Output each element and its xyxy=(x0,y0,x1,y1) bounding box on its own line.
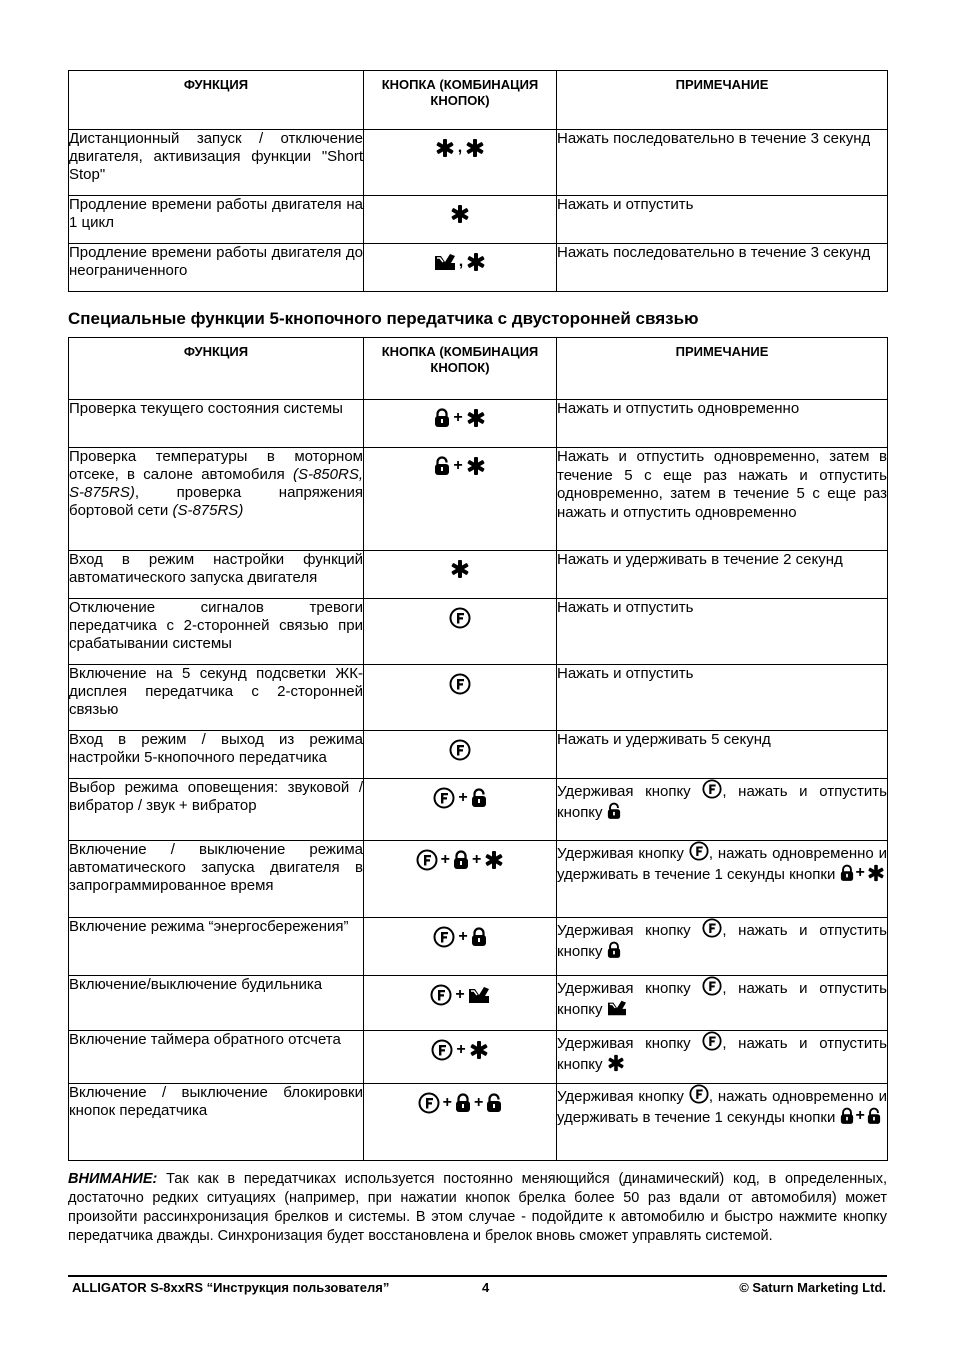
table-row xyxy=(69,665,888,731)
button-cell xyxy=(364,400,557,448)
button-cell xyxy=(364,841,557,918)
f-button-icon xyxy=(689,841,709,861)
trunk-car-button-icon xyxy=(607,999,627,1017)
open-lock-button-icon xyxy=(486,1093,502,1113)
table-row xyxy=(69,1084,888,1161)
closed-lock-button-icon xyxy=(471,927,487,947)
function-text: Проверка температуры в моторном отсеке, в салоне автомобиля xyxy=(69,448,363,483)
closed-lock-button-icon xyxy=(840,864,854,882)
note-text: Удерживая кнопку xyxy=(557,1088,689,1105)
note-text: Удерживая кнопку xyxy=(557,980,703,997)
plus-sign: + xyxy=(440,851,450,868)
button-cell xyxy=(364,918,557,976)
table-row xyxy=(69,1031,888,1084)
asterisk-button-icon xyxy=(867,864,885,882)
table-row xyxy=(69,599,888,665)
note-cell: Нажать и удерживать в течение 2 секунд xyxy=(557,551,888,599)
asterisk-button-icon xyxy=(469,1040,489,1060)
function-cell: Вход в режим настройки функций автоматического запуска двигателя xyxy=(69,551,364,599)
header-note: ПРИМЕЧАНИЕ xyxy=(557,338,888,400)
trunk-car-button-icon xyxy=(434,252,456,272)
note-text: , нажать одновременно и удерживать в течение 1 секунды кнопки xyxy=(557,845,888,883)
warning-label: ВНИМАНИЕ: xyxy=(68,1171,158,1187)
section-heading: Специальные функции 5-кнопочного передатчика с двусторонней связью xyxy=(68,309,699,328)
asterisk-button-icon xyxy=(435,138,455,158)
function-cell: Продление времени работы двигателя до неограниченного xyxy=(69,244,364,292)
model-list: (S-875RS) xyxy=(172,502,244,519)
function-cell xyxy=(69,448,364,551)
plus-sign: + xyxy=(458,789,468,806)
function-cell: Дистанционный запуск / отключение двигателя, активизация функции "Short Stop" xyxy=(69,130,364,196)
table-row xyxy=(69,400,888,448)
f-button-icon xyxy=(449,739,471,761)
closed-lock-button-icon xyxy=(434,408,450,428)
open-lock-button-icon xyxy=(434,456,450,476)
f-button-icon xyxy=(433,926,455,948)
note-cell xyxy=(557,918,888,976)
button-cell xyxy=(364,130,557,196)
comma-separator: , xyxy=(457,139,463,156)
closed-lock-button-icon xyxy=(455,1093,471,1113)
plus-sign: + xyxy=(456,1041,466,1058)
f-button-icon xyxy=(702,779,722,799)
button-cell xyxy=(364,448,557,551)
f-button-icon xyxy=(702,976,722,996)
plus-sign: + xyxy=(474,1094,484,1111)
function-text: , проверка напряжения бортовой сети xyxy=(69,484,363,519)
f-button-icon xyxy=(430,984,452,1006)
model-list: (S-850RS, S-875RS) xyxy=(69,466,363,501)
header-button: КНОПКА (КОМБИНАЦИЯ КНОПОК) xyxy=(364,338,557,400)
button-cell xyxy=(364,551,557,599)
button-cell xyxy=(364,599,557,665)
plus-sign: + xyxy=(458,928,468,945)
asterisk-button-icon xyxy=(450,204,470,224)
header-button: КНОПКА (КОМБИНАЦИЯ КНОПОК) xyxy=(364,71,557,130)
closed-lock-button-icon xyxy=(840,1107,854,1125)
warning-text: Так как в передатчиках используется постоянно меняющийся (динамический) код, в определенных, достаточно редких ситуациях (например, при нажатии кнопок брелка более 50 раз вдали от автомобиля) может произойти рассинхронизация брелков и системы. В этом случае - подойдите к автомобилю и быстро нажмите кнопку передатчика дважды. Синхронизация будет восстановлена и брелок вновь сможет управлять системой. xyxy=(68,1171,887,1244)
header-function: ФУНКЦИЯ xyxy=(69,338,364,400)
note-cell xyxy=(557,779,888,841)
table-header-row xyxy=(69,71,888,130)
f-button-icon xyxy=(702,918,722,938)
f-button-icon xyxy=(431,1039,453,1061)
plus-sign: + xyxy=(855,863,865,881)
note-cell xyxy=(557,1084,888,1161)
table-row xyxy=(69,551,888,599)
closed-lock-button-icon xyxy=(453,850,469,870)
open-lock-button-icon xyxy=(867,1107,881,1125)
note-cell: Нажать и отпустить одновременно xyxy=(557,400,888,448)
note-cell xyxy=(557,976,888,1031)
note-text: , нажать и отпустить кнопку xyxy=(557,980,887,1018)
note-cell: Нажать последовательно в течение 3 секунд xyxy=(557,244,888,292)
trunk-car-button-icon xyxy=(468,985,490,1005)
f-button-icon xyxy=(449,607,471,629)
note-text: , нажать и отпустить кнопку xyxy=(557,922,887,960)
note-text: Удерживая кнопку xyxy=(557,922,703,939)
function-cell: Продление времени работы двигателя на 1 цикл xyxy=(69,196,364,244)
button-cell xyxy=(364,1084,557,1161)
asterisk-button-icon xyxy=(466,408,486,428)
table-row xyxy=(69,841,888,918)
table-row xyxy=(69,731,888,779)
function-cell: Включение режима “энергосбережения” xyxy=(69,918,364,976)
plus-sign: + xyxy=(472,851,482,868)
header-function: ФУНКЦИЯ xyxy=(69,71,364,130)
note-text: , нажать и отпустить кнопку xyxy=(557,1035,887,1073)
function-cell: Включение на 5 секунд подсветки ЖК-дисплея передатчика с 2-сторонней связью xyxy=(69,665,364,731)
table-row xyxy=(69,448,888,551)
plus-sign: + xyxy=(442,1094,452,1111)
plus-sign: + xyxy=(453,457,463,474)
functions-table-1 xyxy=(68,70,888,292)
note-cell: Нажать и удерживать 5 секунд xyxy=(557,731,888,779)
button-cell xyxy=(364,244,557,292)
f-button-icon xyxy=(418,1092,440,1114)
function-cell: Включение / выключение режима автоматического запуска двигателя в запрограммированное время xyxy=(69,841,364,918)
note-text: Удерживая кнопку xyxy=(557,845,689,862)
open-lock-button-icon xyxy=(471,788,487,808)
asterisk-button-icon xyxy=(466,456,486,476)
table-row xyxy=(69,918,888,976)
note-cell xyxy=(557,1031,888,1084)
asterisk-button-icon xyxy=(466,252,486,272)
note-cell: Нажать последовательно в течение 3 секунд xyxy=(557,130,888,196)
note-cell: Нажать и отпустить xyxy=(557,665,888,731)
note-text: , нажать одновременно и удерживать в течение 1 секунды кнопки xyxy=(557,1088,888,1126)
button-cell xyxy=(364,196,557,244)
header-note: ПРИМЕЧАНИЕ xyxy=(557,71,888,130)
asterisk-button-icon xyxy=(450,559,470,579)
table-header-row xyxy=(69,338,888,400)
button-cell xyxy=(364,1031,557,1084)
asterisk-button-icon xyxy=(607,1054,625,1072)
table-row xyxy=(69,196,888,244)
function-cell: Проверка текущего состояния системы xyxy=(69,400,364,448)
comma-separator: , xyxy=(458,253,464,270)
button-cell xyxy=(364,731,557,779)
f-button-icon xyxy=(433,787,455,809)
asterisk-button-icon xyxy=(484,850,504,870)
note-cell: Нажать и отпустить одновременно, затем в течение 5 с еще раз нажать и отпустить одновременно, затем в течение 5 с еще раз нажать и отпустить одновременно xyxy=(557,448,888,551)
function-cell: Отключение сигналов тревоги передатчика с 2-сторонней связью при срабатывании системы xyxy=(69,599,364,665)
f-button-icon xyxy=(416,849,438,871)
note-text: Удерживая кнопку xyxy=(557,1035,703,1052)
function-cell: Вход в режим / выход из режима настройки 5-кнопочного передатчика xyxy=(69,731,364,779)
footer-title: ALLIGATOR S-8xxRS “Инструкция пользователя” xyxy=(72,1280,390,1295)
table-row xyxy=(69,244,888,292)
f-button-icon xyxy=(449,673,471,695)
table-row xyxy=(69,130,888,196)
asterisk-button-icon xyxy=(465,138,485,158)
button-cell xyxy=(364,665,557,731)
button-cell xyxy=(364,976,557,1031)
note-cell: Нажать и отпустить xyxy=(557,196,888,244)
plus-sign: + xyxy=(453,409,463,426)
function-cell: Выбор режима оповещения: звуковой / вибратор / звук + вибратор xyxy=(69,779,364,841)
note-cell: Нажать и отпустить xyxy=(557,599,888,665)
footer-divider xyxy=(68,1275,887,1277)
function-cell: Включение таймера обратного отсчета xyxy=(69,1031,364,1084)
functions-table-2 xyxy=(68,337,888,1161)
page-number: 4 xyxy=(482,1280,490,1295)
function-cell: Включение/выключение будильника xyxy=(69,976,364,1031)
plus-sign: + xyxy=(855,1106,865,1124)
note-cell xyxy=(557,841,888,918)
function-cell: Включение / выключение блокировки кнопок передатчика xyxy=(69,1084,364,1161)
footer-copyright: © Saturn Marketing Ltd. xyxy=(739,1280,886,1295)
table-row xyxy=(69,976,888,1031)
table-row xyxy=(69,779,888,841)
f-button-icon xyxy=(689,1084,709,1104)
button-cell xyxy=(364,779,557,841)
warning-paragraph xyxy=(68,1170,887,1246)
plus-sign: + xyxy=(455,986,465,1003)
note-text: , нажать и отпустить кнопку xyxy=(557,783,887,821)
f-button-icon xyxy=(702,1031,722,1051)
closed-lock-button-icon xyxy=(607,941,621,959)
open-lock-button-icon xyxy=(607,802,621,820)
note-text: Удерживая кнопку xyxy=(557,783,703,800)
